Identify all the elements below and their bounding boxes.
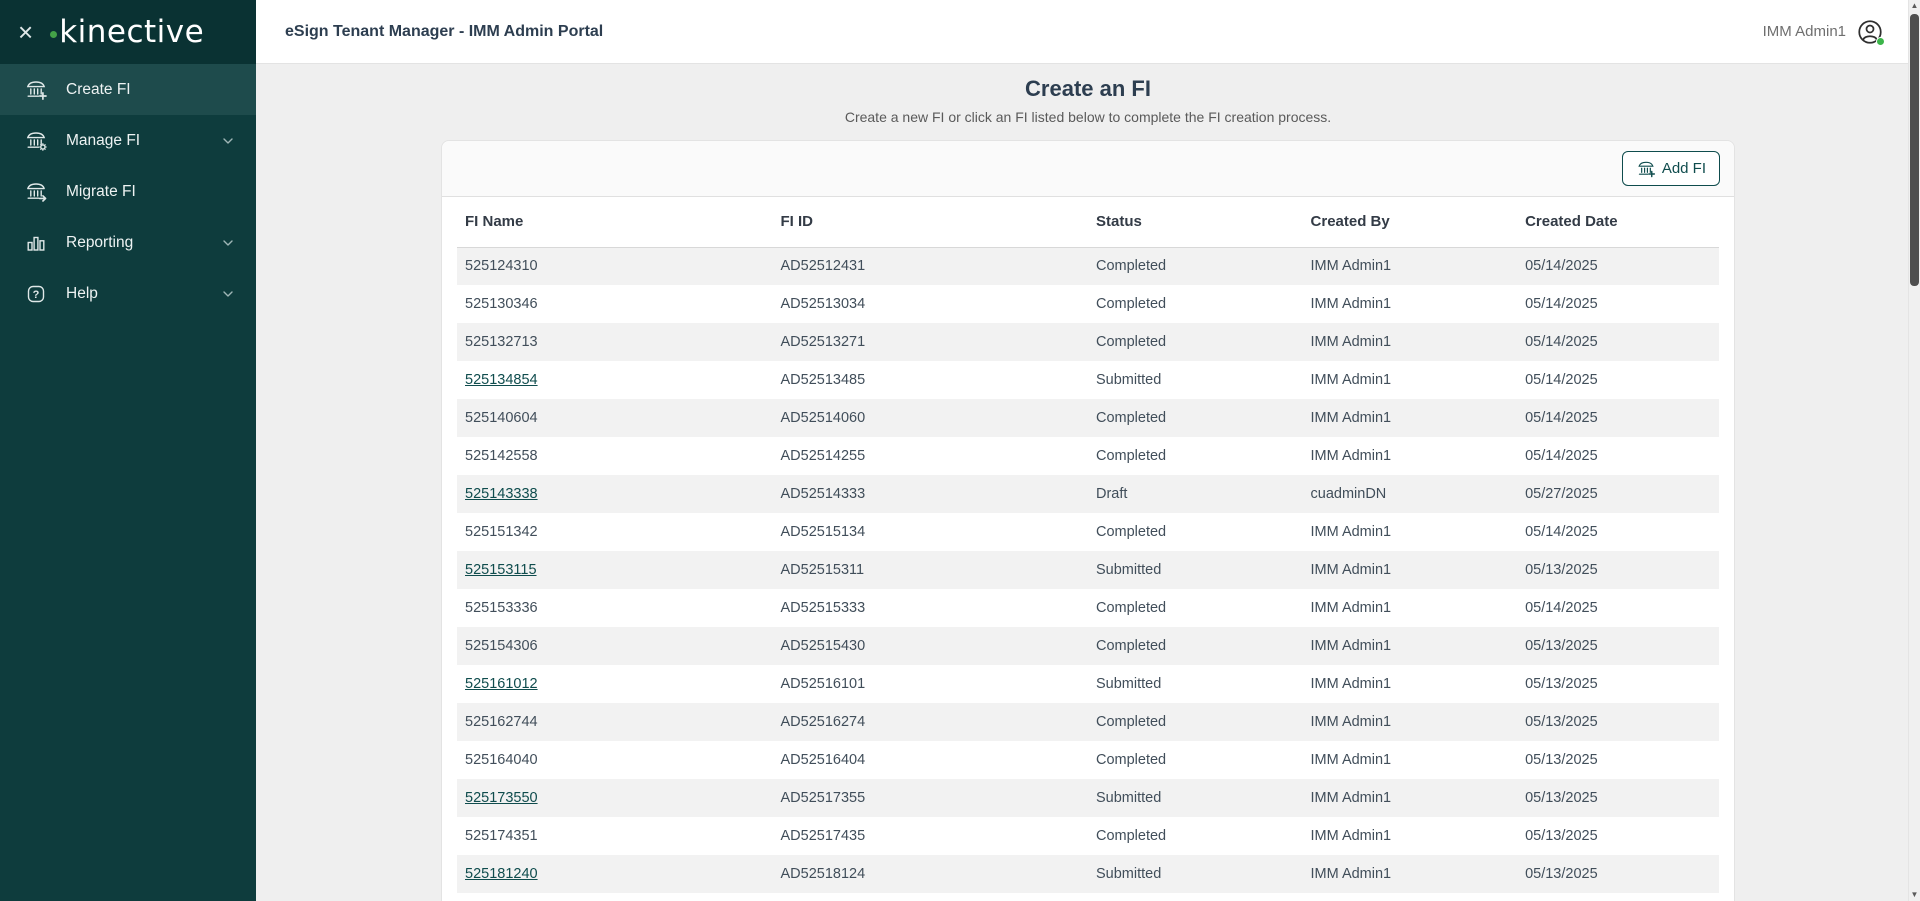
- fi-list-card: [441, 140, 1735, 901]
- bank-plus-icon: [24, 78, 48, 102]
- table-row: [457, 779, 1719, 817]
- fi-name-cell: [457, 855, 773, 893]
- status-cell: Completed: [1096, 714, 1167, 730]
- status-cell: Completed: [1096, 410, 1167, 426]
- fi-id-cell: AD52516274: [780, 714, 866, 730]
- fi-name-text: 525130346: [465, 296, 538, 312]
- created-date-cell: 05/13/2025: [1525, 562, 1598, 578]
- sidebar-item-manage-fi[interactable]: [0, 115, 256, 166]
- user-area: [1763, 18, 1884, 46]
- created-date-cell: 05/14/2025: [1525, 524, 1598, 540]
- fi-name-text: 525174351: [465, 828, 538, 844]
- table-row: [457, 855, 1719, 893]
- created-by-cell: IMM Admin1: [1310, 676, 1392, 692]
- fi-id-cell: AD52513034: [780, 296, 866, 312]
- fi-id-cell: AD52515311: [780, 562, 865, 578]
- fi-name-cell: [457, 703, 773, 741]
- fi-id-cell: AD52515134: [780, 524, 866, 540]
- table-row: [457, 285, 1719, 323]
- fi-name-text: 525164040: [465, 752, 538, 768]
- created-by-cell: IMM Admin1: [1310, 600, 1392, 616]
- status-cell: Completed: [1096, 638, 1167, 654]
- kinective-logo: kinective: [49, 14, 204, 50]
- fi-name-cell: [457, 627, 773, 665]
- created-date-cell: 05/13/2025: [1525, 828, 1598, 844]
- topbar: [256, 0, 1920, 64]
- fi-name-cell: [457, 323, 773, 361]
- table-row: [457, 247, 1719, 285]
- table-header-row: [457, 197, 1719, 247]
- fi-name-link[interactable]: 525173550: [465, 790, 538, 806]
- sidebar-nav: [0, 64, 256, 319]
- fi-name-link[interactable]: 525143338: [465, 486, 538, 502]
- fi-id-cell: AD52516101: [780, 676, 866, 692]
- page-scrollbar[interactable]: [1908, 0, 1920, 901]
- table-row: [457, 627, 1719, 665]
- fi-name-cell: [457, 437, 773, 475]
- fi-id-cell: AD52516404: [780, 752, 866, 768]
- fi-name-cell: [457, 285, 773, 323]
- sidebar-item-label: Reporting: [66, 233, 134, 251]
- page-title: Create an FI: [1025, 76, 1151, 101]
- fi-id-cell: AD52518124: [780, 866, 866, 882]
- scrollbar-thumb[interactable]: [1910, 14, 1919, 286]
- column-header: Created By: [1303, 197, 1518, 247]
- add-fi-button-label: Add FI: [1661, 160, 1706, 177]
- chevron-down-icon: [220, 133, 236, 149]
- fi-table-body: [457, 247, 1719, 893]
- created-by-cell: IMM Admin1: [1310, 334, 1392, 350]
- sidebar-item-reporting[interactable]: [0, 217, 256, 268]
- fi-id-cell: AD52514333: [780, 486, 866, 502]
- created-date-cell: 05/14/2025: [1525, 258, 1598, 275]
- created-by-cell: IMM Admin1: [1310, 524, 1392, 540]
- table-row: [457, 551, 1719, 589]
- sidebar-item-label: Manage FI: [66, 131, 141, 149]
- table-row: [457, 513, 1719, 551]
- created-by-cell: IMM Admin1: [1310, 752, 1392, 768]
- table-row: [457, 817, 1719, 855]
- fi-name-cell: [457, 665, 773, 703]
- bank-gear-icon: [24, 129, 48, 153]
- created-date-cell: 05/13/2025: [1525, 790, 1598, 806]
- fi-id-cell: AD52515333: [780, 600, 866, 616]
- table-row: [457, 703, 1719, 741]
- fi-name-cell: [457, 247, 773, 285]
- created-date-cell: 05/13/2025: [1525, 676, 1598, 692]
- scrollbar-down-arrow-icon[interactable]: ▼: [1910, 890, 1919, 899]
- status-cell: Completed: [1096, 334, 1167, 350]
- status-cell: Submitted: [1096, 866, 1162, 882]
- bank-arrow-icon: [24, 180, 48, 204]
- status-cell: Submitted: [1096, 372, 1162, 388]
- fi-name-text: 525140604: [465, 410, 538, 426]
- fi-id-cell: AD52517435: [780, 828, 866, 844]
- fi-name-link[interactable]: 525161012: [465, 676, 538, 692]
- created-date-cell: 05/27/2025: [1525, 486, 1598, 502]
- fi-name-cell: [457, 361, 773, 399]
- created-date-cell: 05/13/2025: [1525, 638, 1598, 654]
- column-header: Created Date: [1517, 197, 1719, 247]
- scrollbar-up-arrow-icon[interactable]: ▲: [1910, 1, 1919, 10]
- table-row: [457, 741, 1719, 779]
- status-cell: Completed: [1096, 258, 1167, 275]
- column-header: Status: [1088, 197, 1303, 247]
- fi-id-cell: AD52513485: [780, 372, 866, 388]
- sidebar-item-create-fi[interactable]: [0, 64, 256, 115]
- table-row: [457, 437, 1719, 475]
- created-date-cell: 05/13/2025: [1525, 714, 1598, 730]
- status-cell: Completed: [1096, 524, 1167, 540]
- fi-name-text: 525153336: [465, 600, 538, 616]
- status-cell: Completed: [1096, 448, 1167, 464]
- column-header: FI Name: [457, 197, 773, 247]
- created-by-cell: cuadminDN: [1310, 486, 1387, 502]
- created-date-cell: 05/14/2025: [1525, 296, 1598, 312]
- fi-name-link[interactable]: 525134854: [465, 372, 538, 388]
- status-cell: Completed: [1096, 296, 1167, 312]
- table-row: [457, 589, 1719, 627]
- fi-name-text: 525154306: [465, 638, 538, 654]
- user-avatar-icon[interactable]: [1856, 18, 1884, 46]
- sidebar-logo-bar: [0, 0, 256, 64]
- created-by-cell: IMM Admin1: [1310, 638, 1392, 654]
- card-toolbar: [442, 141, 1734, 197]
- created-date-cell: 05/14/2025: [1525, 372, 1598, 388]
- fi-id-cell: AD52514060: [780, 410, 866, 426]
- fi-name-cell: [457, 741, 773, 779]
- page-subtitle: Create a new FI or click an FI listed below to complete the FI creation process.: [844, 109, 1332, 125]
- created-by-cell: IMM Admin1: [1310, 296, 1392, 312]
- created-date-cell: 05/13/2025: [1525, 752, 1598, 768]
- fi-id-cell: AD52513271: [780, 334, 866, 350]
- app-title: eSign Tenant Manager - IMM Admin Portal: [285, 22, 604, 40]
- fi-name-cell: [457, 475, 773, 513]
- main-area: [256, 0, 1920, 901]
- user-name: IMM Admin1: [1762, 23, 1846, 40]
- fi-name-text: 525142558: [465, 448, 538, 464]
- created-date-cell: 05/14/2025: [1525, 334, 1598, 350]
- fi-id-cell: AD52512431: [780, 258, 866, 275]
- fi-name-cell: [457, 817, 773, 855]
- chevron-down-icon: [220, 235, 236, 251]
- chart-icon: [24, 231, 48, 255]
- fi-name-cell: [457, 551, 773, 589]
- sidebar-close-icon[interactable]: ×: [18, 17, 34, 47]
- sidebar: [0, 0, 256, 901]
- chevron-down-icon: [220, 286, 236, 302]
- fi-name-text: 525124310: [465, 258, 538, 275]
- sidebar-item-label: Create FI: [66, 80, 131, 98]
- created-by-cell: IMM Admin1: [1310, 790, 1392, 806]
- table-row: [457, 475, 1719, 513]
- created-date-cell: 05/14/2025: [1525, 600, 1598, 616]
- fi-name-text: 525132713: [465, 334, 538, 350]
- status-cell: Completed: [1096, 752, 1167, 768]
- status-cell: Submitted: [1096, 676, 1162, 692]
- column-header: FI ID: [773, 197, 1089, 247]
- add-fi-button[interactable]: [1622, 151, 1720, 186]
- created-by-cell: IMM Admin1: [1310, 828, 1392, 844]
- fi-table: [457, 197, 1719, 893]
- created-date-cell: 05/13/2025: [1525, 866, 1598, 882]
- table-row: [457, 399, 1719, 437]
- created-date-cell: 05/14/2025: [1525, 448, 1598, 464]
- created-by-cell: IMM Admin1: [1310, 410, 1392, 426]
- fi-name-text: 525162744: [465, 714, 538, 730]
- help-icon: [24, 282, 48, 306]
- created-by-cell: IMM Admin1: [1310, 372, 1392, 388]
- page-content: [256, 64, 1920, 901]
- status-cell: Completed: [1096, 600, 1167, 616]
- sidebar-item-help[interactable]: [0, 268, 256, 319]
- status-cell: Completed: [1096, 828, 1167, 844]
- fi-name-cell: [457, 779, 773, 817]
- created-by-cell: IMM Admin1: [1310, 562, 1392, 578]
- created-by-cell: IMM Admin1: [1310, 448, 1392, 464]
- fi-name-cell: [457, 589, 773, 627]
- fi-id-cell: AD52515430: [780, 638, 866, 654]
- table-row: [457, 323, 1719, 361]
- sidebar-item-label: Help: [66, 284, 98, 302]
- status-cell: Draft: [1096, 486, 1128, 502]
- sidebar-item-migrate-fi[interactable]: [0, 166, 256, 217]
- fi-name-link[interactable]: 525181240: [465, 866, 538, 882]
- fi-id-cell: AD52517355: [780, 790, 866, 806]
- bank-plus-icon: [1636, 159, 1656, 179]
- table-row: [457, 361, 1719, 399]
- created-by-cell: IMM Admin1: [1310, 714, 1392, 730]
- created-date-cell: 05/14/2025: [1525, 410, 1598, 426]
- status-cell: Submitted: [1096, 790, 1162, 806]
- created-by-cell: IMM Admin1: [1310, 866, 1392, 882]
- fi-name-text: 525151342: [465, 524, 538, 540]
- sidebar-item-label: Migrate FI: [66, 182, 136, 200]
- fi-name-cell: [457, 513, 773, 551]
- fi-name-link[interactable]: 525153115: [465, 562, 537, 578]
- status-cell: Submitted: [1096, 562, 1162, 578]
- fi-name-cell: [457, 399, 773, 437]
- created-by-cell: IMM Admin1: [1310, 258, 1392, 275]
- table-row: [457, 665, 1719, 703]
- fi-id-cell: AD52514255: [780, 448, 866, 464]
